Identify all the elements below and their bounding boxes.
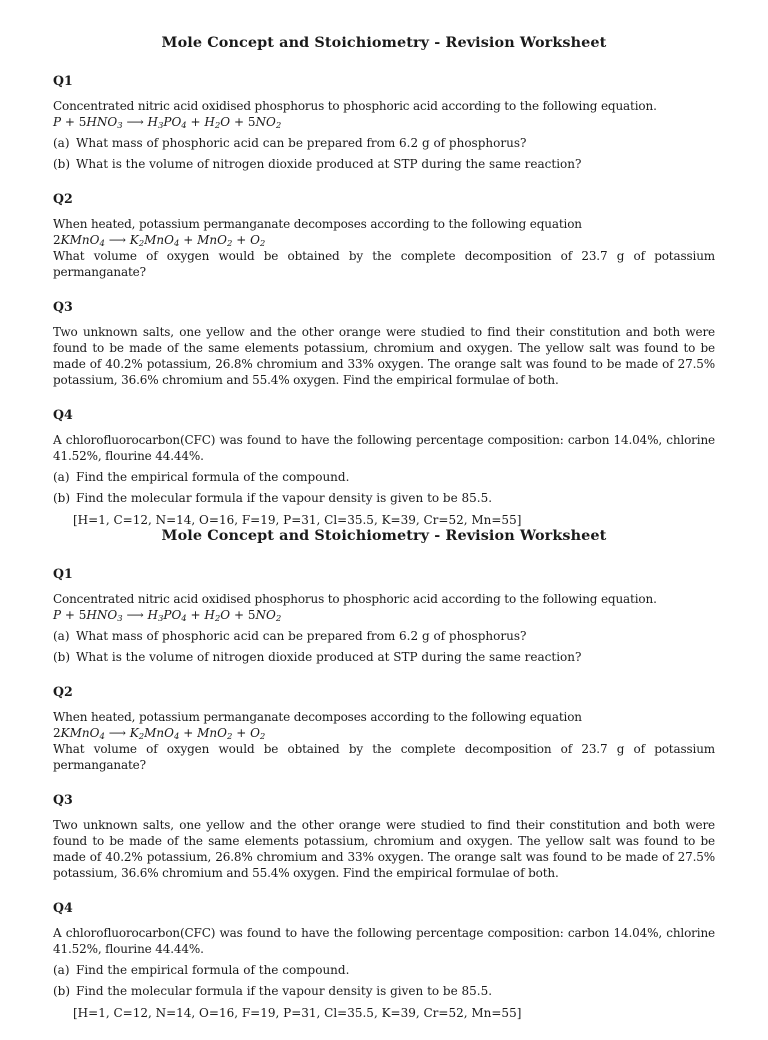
question-part-b (53, 983, 715, 999)
equation-permanganate: 2KMnO$_4$ ⟶ $K_2MnO_4 + MnO_2 + O_2$ (53, 233, 266, 249)
question-part-a (53, 628, 715, 644)
question-part-b (53, 490, 715, 506)
question-1 (53, 73, 715, 172)
question-label: Q1 (53, 73, 73, 88)
question-text: When heated, potassium permanganate decomposes according to the following equation (53, 710, 582, 724)
part-label: (a) (53, 629, 70, 643)
question-4 (53, 900, 715, 1021)
question-text: A chlorofluorocarbon(CFC) was found to have the following percentage composition: carbon 14.04%, chlorine 41.52%, flourine 44.44%. (53, 433, 715, 463)
question-label: Q2 (53, 191, 73, 206)
part-label: (b) (53, 157, 71, 171)
question-2 (53, 191, 715, 280)
question-text: What volume of oxygen would be obtained by the complete decomposition of 23.7 g of potassium permanganate? (53, 249, 715, 279)
equation-permanganate: 2KMnO$_4$ ⟶ $K_2MnO_4 + MnO_2 + O_2$ (53, 726, 266, 742)
question-text: What volume of oxygen would be obtained by the complete decomposition of 23.7 g of potassium permanganate? (53, 742, 715, 772)
part-text: What is the volume of nitrogen dioxide produced at STP during the same reaction? (76, 157, 582, 171)
question-part-b (53, 649, 715, 665)
question-text: Two unknown salts, one yellow and the other orange were studied to find their constitution and both were found to be made of the same elements potassium, chromium and oxygen. The yellow salt was found to be made of 40.2% potassium, 26.8% chromium and 33% oxygen. The orange salt was found to be made of 27.5% potassium, 36.6% chromium and 55.4% oxygen. Find the empirical formulae of both. (53, 325, 715, 387)
question-label: Q3 (53, 792, 73, 807)
worksheet-title: Mole Concept and Stoichiometry - Revision Worksheet (161, 527, 607, 544)
part-text: Find the molecular formula if the vapour density is given to be 85.5. (76, 984, 493, 998)
part-label: (b) (53, 491, 71, 505)
equation-nitric-acid: $P + 5HNO_3$ ⟶ $H_3PO_4 + H_2O + 5NO_2$ (53, 608, 282, 624)
question-1 (53, 566, 715, 665)
part-text: What mass of phosphoric acid can be prepared from 6.2 g of phosphorus? (76, 136, 527, 150)
part-text: What mass of phosphoric acid can be prepared from 6.2 g of phosphorus? (76, 629, 527, 643)
question-label: Q3 (53, 299, 73, 314)
question-3 (53, 792, 715, 881)
question-4 (53, 407, 715, 528)
question-text: When heated, potassium permanganate decomposes according to the following equation (53, 217, 582, 231)
atomic-masses: [H=1, C=12, N=14, O=16, F=19, P=31, Cl=35.5, K=39, Cr=52, Mn=55] (73, 1006, 522, 1020)
part-text: Find the empirical formula of the compound. (76, 963, 350, 977)
question-part-b (53, 156, 715, 172)
part-label: (b) (53, 984, 71, 998)
part-label: (b) (53, 650, 71, 664)
part-label: (a) (53, 136, 70, 150)
question-text: Concentrated nitric acid oxidised phosphorus to phosphoric acid according to the following equation. (53, 592, 657, 606)
question-part-a (53, 469, 715, 485)
part-text: Find the empirical formula of the compound. (76, 470, 350, 484)
question-text: Concentrated nitric acid oxidised phosphorus to phosphoric acid according to the following equation. (53, 99, 657, 113)
part-text: Find the molecular formula if the vapour density is given to be 85.5. (76, 491, 493, 505)
question-text: Two unknown salts, one yellow and the other orange were studied to find their constitution and both were found to be made of the same elements potassium, chromium and oxygen. The yellow salt was found to be made of 40.2% potassium, 26.8% chromium and 33% oxygen. The orange salt was found to be made of 27.5% potassium, 36.6% chromium and 55.4% oxygen. Find the empirical formulae of both. (53, 818, 715, 880)
part-label: (a) (53, 963, 70, 977)
worksheet-2 (53, 527, 715, 1040)
question-label: Q1 (53, 566, 73, 581)
question-label: Q2 (53, 684, 73, 699)
question-text: A chlorofluorocarbon(CFC) was found to have the following percentage composition: carbon 14.04%, chlorine 41.52%, flourine 44.44%. (53, 926, 715, 956)
part-label: (a) (53, 470, 70, 484)
question-label: Q4 (53, 900, 73, 915)
question-part-a (53, 135, 715, 151)
equation-nitric-acid: $P + 5HNO_3$ ⟶ $H_3PO_4 + H_2O + 5NO_2$ (53, 115, 282, 131)
question-3 (53, 299, 715, 388)
question-part-a (53, 962, 715, 978)
part-text: What is the volume of nitrogen dioxide produced at STP during the same reaction? (76, 650, 582, 664)
question-label: Q4 (53, 407, 73, 422)
question-2 (53, 684, 715, 773)
atomic-masses: [H=1, C=12, N=14, O=16, F=19, P=31, Cl=35.5, K=39, Cr=52, Mn=55] (73, 513, 522, 527)
worksheet-1 (53, 34, 715, 547)
worksheet-title: Mole Concept and Stoichiometry - Revision Worksheet (161, 34, 607, 51)
